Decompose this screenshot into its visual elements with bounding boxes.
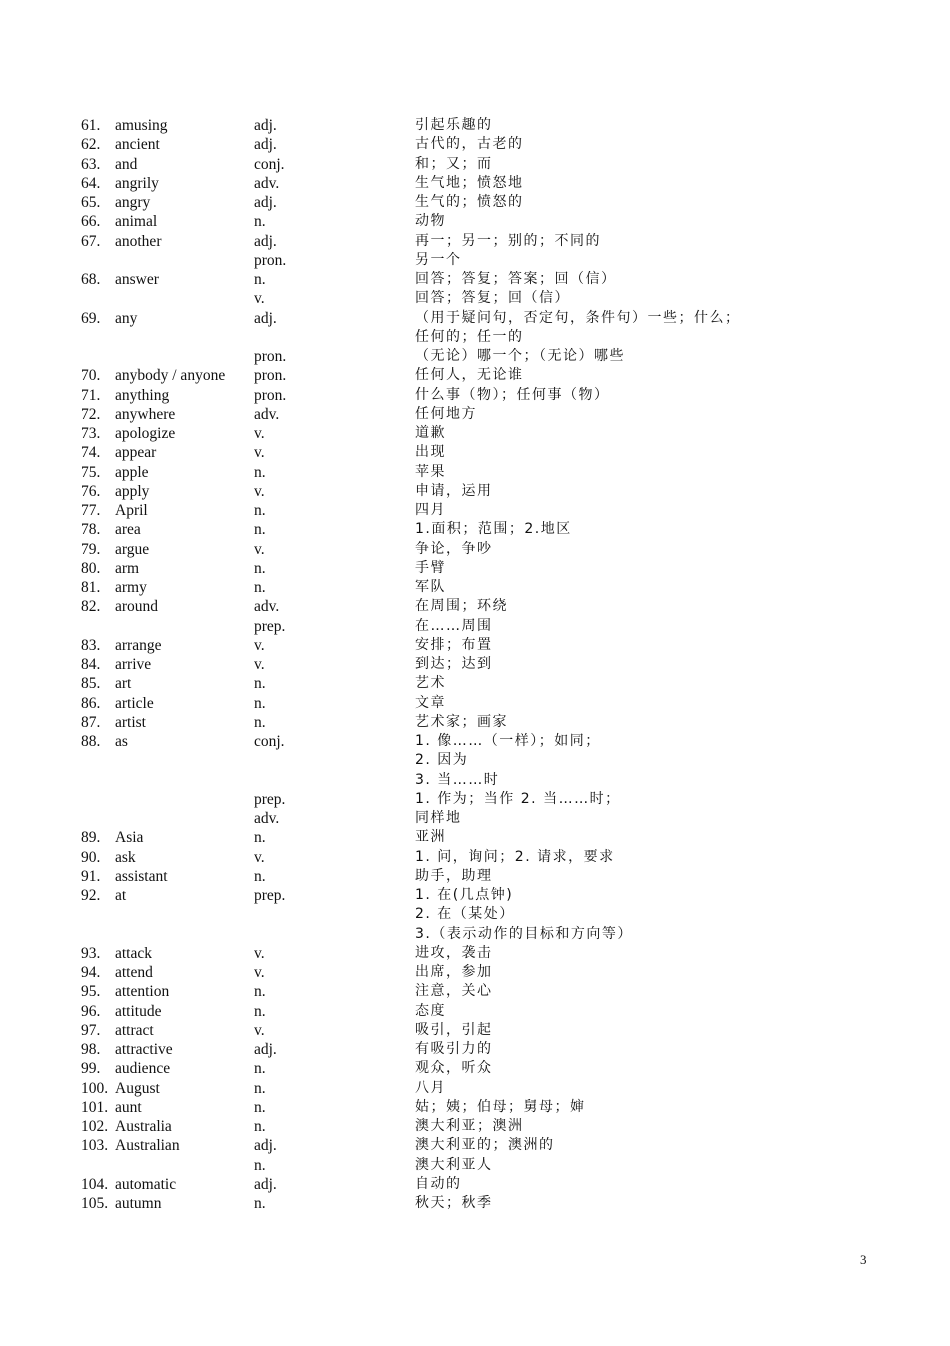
entry-definition: 军队 — [415, 579, 446, 595]
entry-word: attract — [115, 1021, 154, 1039]
entry-number: 104. — [81, 1175, 109, 1193]
entry-number: 88. — [81, 733, 101, 750]
vocab-entry — [0, 135, 950, 154]
vocab-entry — [0, 636, 950, 655]
vocab-entry — [0, 790, 950, 809]
entry-definition: 澳大利亚；澳洲 — [415, 1118, 524, 1134]
entry-word: any — [115, 309, 138, 327]
entry-part-of-speech: adj. — [254, 194, 277, 211]
entry-part-of-speech: n. — [254, 694, 266, 712]
vocab-entry — [0, 155, 950, 174]
entry-word: Asia — [115, 829, 144, 847]
entry-word: attack — [115, 944, 153, 962]
entry-part-of-speech: n. — [254, 1156, 266, 1174]
entry-part-of-speech: n. — [254, 1195, 266, 1212]
entry-part-of-speech: v. — [254, 636, 265, 654]
entry-number: 93. — [81, 944, 101, 962]
entry-number: 73. — [81, 425, 101, 442]
entry-definition: 在周围；环绕 — [415, 598, 508, 615]
entry-part-of-speech: adj. — [254, 136, 277, 154]
entry-definition: 回答；答复；回（信） — [415, 290, 570, 307]
entry-number: 80. — [81, 559, 101, 577]
entry-part-of-speech: v. — [254, 656, 265, 673]
entry-definition: 艺术家；画家 — [415, 713, 508, 730]
entry-part-of-speech: adv. — [254, 174, 280, 192]
entry-part-of-speech: n. — [254, 521, 266, 539]
entry-word: ancient — [115, 136, 160, 154]
entry-part-of-speech: adj. — [254, 1137, 277, 1155]
entry-word: apple — [115, 463, 149, 481]
entry-part-of-speech: v. — [254, 482, 265, 500]
entry-definition: 姑；姨；伯母；舅母；婶 — [415, 1098, 586, 1115]
entry-definition: （用于疑问句，否定句，条件句）一些；什么； — [415, 309, 741, 326]
entry-word: anything — [115, 386, 170, 404]
entry-definition: 2. 在（某处） — [415, 906, 515, 923]
entry-definition: 自动的 — [415, 1175, 462, 1192]
vocab-entry — [0, 1002, 950, 1021]
entry-number: 68. — [81, 271, 101, 288]
entry-definition: 手臂 — [415, 559, 446, 576]
entry-word: attitude — [115, 1002, 162, 1020]
entry-word: apologize — [115, 425, 176, 442]
entry-definition: 1.面积；范围；2.地区 — [415, 521, 572, 538]
entry-word: automatic — [115, 1175, 177, 1193]
vocab-entry — [0, 540, 950, 559]
vocab-entry — [0, 1194, 950, 1213]
entry-number: 96. — [81, 1002, 101, 1020]
entry-word: autumn — [115, 1195, 162, 1212]
entry-number: 70. — [81, 367, 101, 385]
entry-part-of-speech: adj. — [254, 232, 277, 250]
entry-number: 92. — [81, 887, 101, 904]
entry-definition: 3. 当……时 — [415, 771, 500, 788]
entry-number: 89. — [81, 829, 101, 847]
entry-definition: 动物 — [415, 213, 446, 230]
entry-number: 103. — [81, 1137, 109, 1155]
vocab-entry — [0, 944, 950, 963]
entry-part-of-speech: adj. — [254, 1175, 277, 1193]
entry-part-of-speech: n. — [254, 559, 266, 577]
entry-definition: 生气地；愤怒地 — [415, 174, 524, 191]
entry-word: around — [115, 598, 159, 616]
entry-part-of-speech: pron. — [254, 348, 287, 365]
entry-definition: 亚洲 — [415, 829, 446, 846]
entry-number: 98. — [81, 1041, 101, 1058]
entry-part-of-speech: v. — [254, 444, 265, 462]
entry-definition: 澳大利亚人 — [415, 1156, 493, 1173]
entry-part-of-speech: adv. — [254, 598, 280, 616]
entry-part-of-speech: adv. — [254, 810, 280, 827]
entry-part-of-speech: conj. — [254, 155, 285, 173]
vocab-entry — [0, 597, 950, 616]
entry-number: 63. — [81, 155, 101, 173]
entry-definition: 1. 作为；当作 2. 当……时； — [415, 790, 621, 807]
entry-part-of-speech: adv. — [254, 405, 280, 423]
entry-part-of-speech: adj. — [254, 117, 277, 134]
entry-word: anybody / anyone — [115, 367, 226, 385]
entry-definition: 观众，听众 — [415, 1060, 493, 1077]
entry-number: 105. — [81, 1195, 109, 1212]
entry-word: angrily — [115, 174, 159, 192]
entry-part-of-speech: prep. — [254, 617, 286, 635]
entry-number: 62. — [81, 136, 101, 154]
vocab-entry — [0, 347, 950, 366]
vocab-entry — [0, 289, 950, 308]
entry-part-of-speech: v. — [254, 290, 265, 308]
entry-definition: 回答；答复；答案；回（信） — [415, 271, 617, 287]
entry-word: area — [115, 521, 141, 539]
vocab-entry — [0, 386, 950, 405]
entry-number: 74. — [81, 444, 101, 462]
entry-number: 79. — [81, 540, 101, 558]
vocab-entry — [0, 405, 950, 424]
entry-definition: 吸引，引起 — [415, 1021, 493, 1038]
vocab-entry — [0, 193, 950, 212]
entry-word: army — [115, 579, 147, 596]
entry-definition: 申请，运用 — [415, 482, 493, 499]
entry-part-of-speech: n. — [254, 713, 266, 731]
entry-definition: 1. 在(几点钟) — [415, 887, 514, 903]
vocab-entry — [0, 116, 950, 135]
entry-definition: 文章 — [415, 694, 446, 711]
vocab-entry — [0, 501, 950, 520]
entry-number: 100. — [81, 1079, 109, 1097]
entry-word: assistant — [115, 867, 168, 885]
vocab-entry — [0, 578, 950, 597]
entry-number: 87. — [81, 713, 101, 731]
entry-part-of-speech: adj. — [254, 1041, 277, 1058]
vocab-entry — [0, 674, 950, 693]
entry-number: 64. — [81, 174, 101, 192]
entry-part-of-speech: adj. — [254, 309, 277, 327]
vocab-entry — [0, 443, 950, 462]
entry-part-of-speech: pron. — [254, 386, 287, 404]
vocab-entry — [0, 1136, 950, 1155]
entry-word: appear — [115, 444, 157, 462]
vocab-entry — [0, 963, 950, 982]
entry-definition: 再一；另一；别的；不同的 — [415, 232, 601, 249]
entry-definition: （无论）哪一个；（无论）哪些 — [415, 348, 625, 364]
entry-word: attend — [115, 964, 153, 981]
entry-number: 97. — [81, 1021, 101, 1039]
vocab-entry — [0, 809, 950, 828]
entry-part-of-speech: n. — [254, 1079, 266, 1097]
entry-word: amusing — [115, 117, 168, 134]
vocab-entry — [0, 1098, 950, 1117]
entry-definition: 到达；达到 — [415, 656, 493, 672]
entry-number: 82. — [81, 598, 101, 616]
entry-part-of-speech: v. — [254, 425, 265, 442]
entry-word: ask — [115, 848, 136, 866]
vocab-entry — [0, 1117, 950, 1136]
vocab-entry — [0, 867, 950, 886]
entry-number: 94. — [81, 964, 101, 981]
entry-definition: 注意，关心 — [415, 983, 493, 1000]
vocab-entry — [0, 694, 950, 713]
entry-word: August — [115, 1079, 160, 1097]
entry-part-of-speech: v. — [254, 848, 265, 866]
entry-definition: 任何地方 — [415, 405, 477, 422]
entry-number: 76. — [81, 482, 101, 500]
entry-definition: 在……周围 — [415, 617, 493, 634]
entry-number: 91. — [81, 867, 101, 885]
entry-word: apply — [115, 482, 150, 500]
entry-number: 95. — [81, 983, 101, 1001]
entry-part-of-speech: v. — [254, 944, 265, 962]
entry-definition: 另一个 — [415, 251, 462, 268]
entry-number: 66. — [81, 213, 101, 231]
entry-definition: 出现 — [415, 444, 446, 461]
entry-part-of-speech: v. — [254, 1021, 265, 1039]
entry-word: argue — [115, 540, 150, 558]
entry-definition: 四月 — [415, 502, 446, 518]
entry-word: as — [115, 733, 128, 750]
entry-word: April — [115, 502, 148, 519]
entry-word: Australia — [115, 1118, 172, 1135]
entry-word: attractive — [115, 1041, 173, 1058]
vocab-entry — [0, 251, 950, 270]
entry-part-of-speech: n. — [254, 867, 266, 885]
entry-number: 101. — [81, 1098, 109, 1116]
entry-definition: 1. 问，询问；2. 请求，要求 — [415, 848, 615, 865]
entry-word: another — [115, 232, 162, 250]
vocab-entry — [0, 232, 950, 251]
entry-part-of-speech: n. — [254, 675, 266, 693]
entry-part-of-speech: prep. — [254, 790, 286, 808]
entry-definition: 安排；布置 — [415, 636, 493, 653]
vocab-entry — [0, 482, 950, 501]
entry-part-of-speech: n. — [254, 463, 266, 481]
entry-definition: 态度 — [415, 1002, 446, 1019]
entry-part-of-speech: n. — [254, 983, 266, 1001]
vocab-entry — [0, 174, 950, 193]
entry-word: attention — [115, 983, 170, 1001]
entry-definition: 生气的；愤怒的 — [415, 194, 524, 210]
vocab-entry — [0, 886, 950, 905]
entry-word: animal — [115, 213, 158, 231]
entry-part-of-speech: prep. — [254, 887, 286, 904]
vocab-entry — [0, 982, 950, 1001]
entry-part-of-speech: n. — [254, 1060, 266, 1078]
vocab-entry — [0, 366, 950, 385]
entry-word: angry — [115, 194, 151, 211]
entry-word: Australian — [115, 1137, 180, 1155]
entry-part-of-speech: n. — [254, 579, 266, 596]
entry-definition: 道歉 — [415, 425, 446, 441]
entry-part-of-speech: n. — [254, 1098, 266, 1116]
entry-word: art — [115, 675, 132, 693]
vocab-entry — [0, 212, 950, 231]
entry-word: artist — [115, 713, 146, 731]
entry-part-of-speech: n. — [254, 829, 266, 847]
entry-definition: 进攻，袭击 — [415, 944, 493, 961]
vocab-entry — [0, 463, 950, 482]
vocab-entry — [0, 1059, 950, 1078]
vocab-entry — [0, 713, 950, 732]
entry-part-of-speech: v. — [254, 964, 265, 981]
entry-number: 69. — [81, 309, 101, 327]
entry-definition: 秋天；秋季 — [415, 1195, 493, 1211]
vocab-entry — [0, 270, 950, 289]
entry-word: aunt — [115, 1098, 142, 1116]
vocab-entry — [0, 1040, 950, 1059]
entry-definition: 3.（表示动作的目标和方向等） — [415, 925, 633, 942]
vocab-entry — [0, 732, 950, 751]
entry-word: and — [115, 155, 138, 173]
entry-word: answer — [115, 271, 159, 288]
vocab-entry — [0, 617, 950, 636]
vocab-entry — [0, 1175, 950, 1194]
vocab-entry — [0, 771, 950, 790]
entry-number: 85. — [81, 675, 101, 693]
entry-number: 99. — [81, 1060, 101, 1078]
entry-number: 61. — [81, 117, 101, 134]
entry-word: arrive — [115, 656, 152, 673]
vocabulary-list — [0, 116, 950, 1213]
entry-definition: 古代的，古老的 — [415, 136, 524, 153]
entry-part-of-speech: pron. — [254, 251, 287, 269]
vocab-entry — [0, 520, 950, 539]
entry-part-of-speech: v. — [254, 540, 265, 558]
vocab-entry — [0, 559, 950, 578]
entry-word: arm — [115, 559, 140, 577]
entry-definition: 什么事（物）；任何事（物） — [415, 386, 610, 403]
vocab-entry — [0, 751, 950, 770]
vocab-entry — [0, 828, 950, 847]
vocab-entry — [0, 309, 950, 328]
entry-number: 81. — [81, 579, 101, 596]
page-number: 3 — [860, 1252, 867, 1267]
entry-definition: 任何人，无论谁 — [415, 367, 524, 384]
entry-word: article — [115, 694, 154, 712]
entry-number: 90. — [81, 848, 101, 866]
entry-definition: 1. 像……（一样）；如同； — [415, 733, 601, 749]
entry-word: anywhere — [115, 405, 176, 423]
entry-word: arrange — [115, 636, 162, 654]
vocab-entry — [0, 424, 950, 443]
vocab-entry — [0, 1079, 950, 1098]
entry-definition: 助手，助理 — [415, 867, 493, 884]
entry-definition: 争论，争吵 — [415, 540, 493, 557]
entry-number: 67. — [81, 232, 101, 250]
entry-part-of-speech: pron. — [254, 367, 287, 385]
vocab-entry — [0, 328, 950, 347]
entry-definition: 任何的；任一的 — [415, 328, 524, 345]
vocab-entry — [0, 655, 950, 674]
entry-number: 65. — [81, 194, 101, 211]
entry-word: audience — [115, 1060, 171, 1078]
entry-number: 78. — [81, 521, 101, 539]
vocab-entry — [0, 905, 950, 924]
vocab-entry — [0, 848, 950, 867]
entry-part-of-speech: n. — [254, 271, 266, 288]
entry-number: 77. — [81, 502, 101, 519]
entry-definition: 2. 因为 — [415, 752, 469, 769]
entry-definition: 出席，参加 — [415, 964, 493, 980]
entry-definition: 和；又；而 — [415, 155, 493, 172]
entry-definition: 澳大利亚的；澳洲的 — [415, 1137, 555, 1154]
vocab-entry — [0, 1021, 950, 1040]
entry-word: at — [115, 887, 127, 904]
entry-part-of-speech: n. — [254, 1002, 266, 1020]
entry-part-of-speech: n. — [254, 213, 266, 231]
entry-definition: 苹果 — [415, 463, 446, 480]
entry-definition: 艺术 — [415, 675, 446, 692]
entry-number: 75. — [81, 463, 101, 481]
entry-definition: 有吸引力的 — [415, 1041, 493, 1057]
entry-number: 72. — [81, 405, 101, 423]
vocab-entry — [0, 1156, 950, 1175]
entry-definition: 同样地 — [415, 810, 462, 826]
entry-part-of-speech: conj. — [254, 733, 285, 750]
entry-number: 84. — [81, 656, 101, 673]
entry-number: 71. — [81, 386, 101, 404]
entry-part-of-speech: n. — [254, 502, 266, 519]
entry-number: 83. — [81, 636, 101, 654]
entry-definition: 八月 — [415, 1079, 446, 1096]
entry-definition: 引起乐趣的 — [415, 117, 493, 133]
entry-part-of-speech: n. — [254, 1118, 266, 1135]
entry-number: 102. — [81, 1118, 109, 1135]
entry-number: 86. — [81, 694, 101, 712]
vocab-entry — [0, 925, 950, 944]
